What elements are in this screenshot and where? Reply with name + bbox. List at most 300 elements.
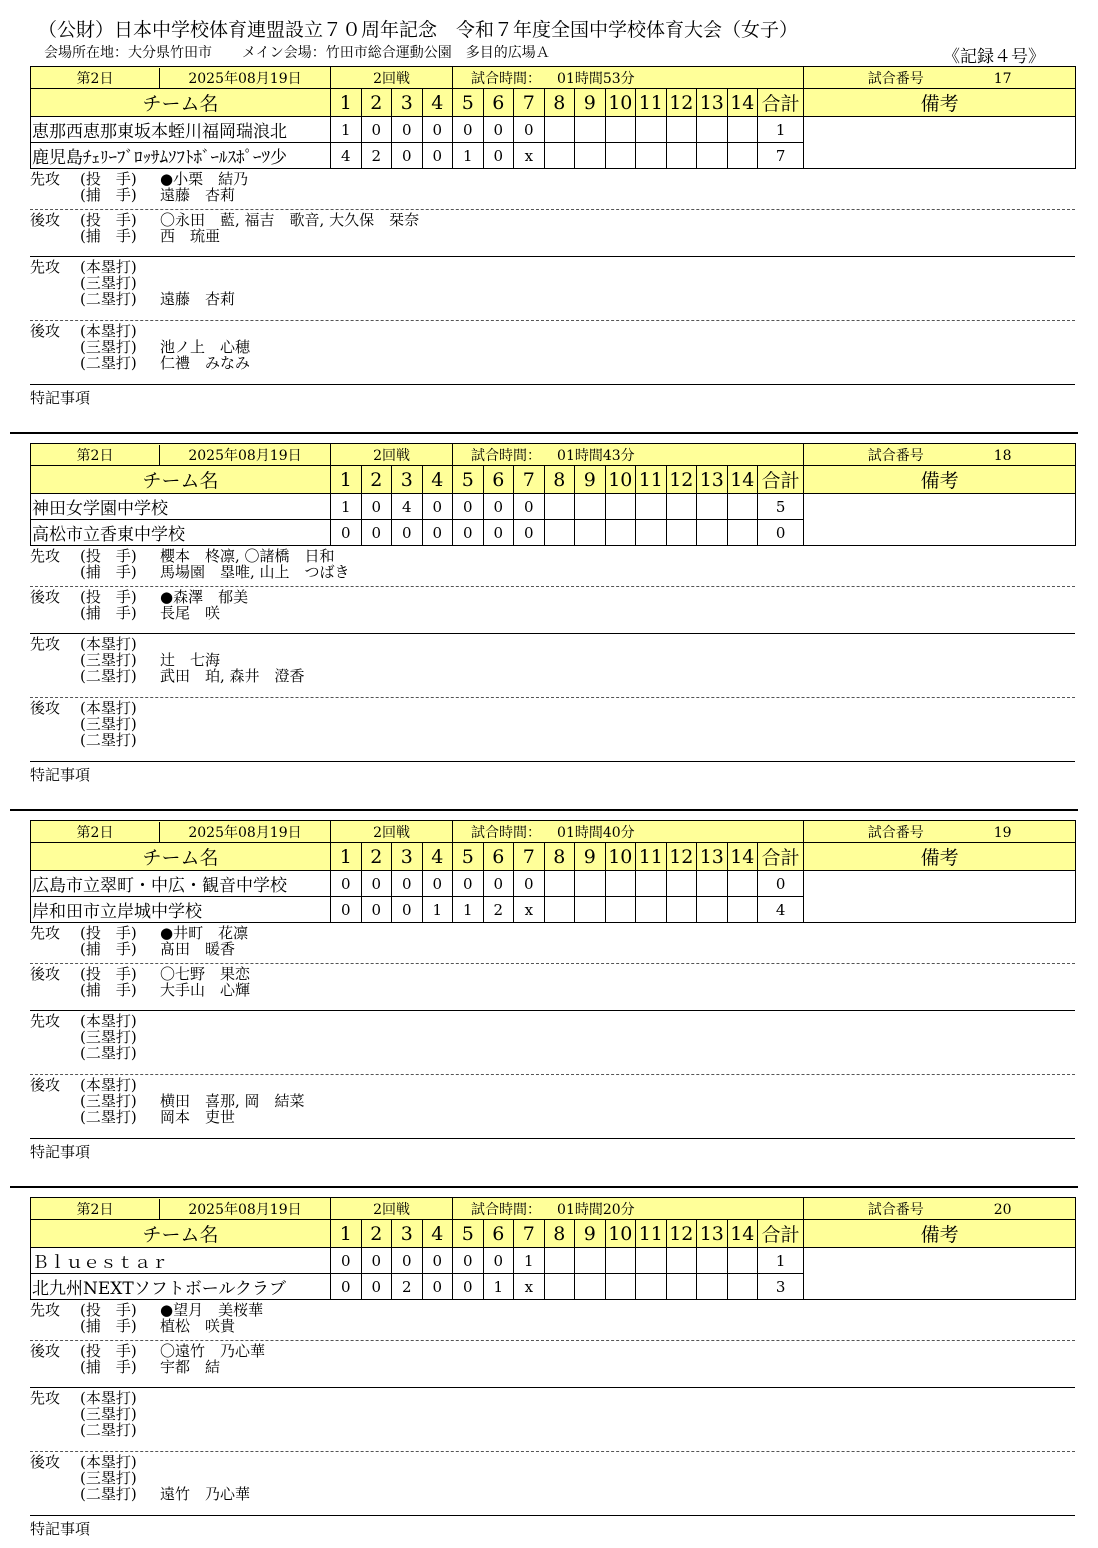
inning-header: 1: [331, 89, 362, 117]
game-day: 第2日: [31, 68, 160, 88]
inning-score: [666, 143, 697, 169]
role-label: (投 手): [80, 211, 137, 229]
inning-score: [697, 1248, 728, 1274]
inning-header: 7: [514, 89, 545, 117]
inning-header: 8: [544, 843, 575, 871]
role-label: (二塁打): [80, 354, 137, 372]
inning-header: 4: [422, 466, 453, 494]
inning-score: 1: [331, 117, 362, 143]
inning-score: [575, 117, 606, 143]
role-label: (二塁打): [80, 1421, 137, 1439]
team-name: 北九州NEXTソフトボールクラブ: [31, 1274, 331, 1300]
inning-score: [544, 520, 575, 546]
player-names: ●小栗 結乃: [160, 170, 249, 188]
special-notes: [30, 384, 1075, 407]
detail-block: [30, 1074, 1075, 1138]
player-names: ●森澤 郁美: [160, 588, 249, 606]
section-divider: [10, 432, 1078, 434]
game-record: [30, 66, 1075, 407]
inning-score: 0: [331, 520, 362, 546]
batting-order-label: 先攻: [30, 170, 61, 188]
player-names: 長尾 咲: [160, 604, 221, 622]
player-names: 宇都 結: [160, 1358, 221, 1376]
inning-score: [636, 871, 667, 897]
team-name-header: チーム名: [31, 1220, 331, 1248]
inning-score: 0: [514, 117, 545, 143]
inning-header: 9: [575, 466, 606, 494]
inning-score: [727, 117, 758, 143]
detail-block: [30, 546, 1075, 586]
inning-score: [544, 1248, 575, 1274]
special-notes-label: 特記事項: [30, 389, 91, 407]
inning-header: 10: [605, 466, 636, 494]
inning-header: 11: [636, 466, 667, 494]
inning-score: 0: [422, 143, 453, 169]
team-row: [31, 494, 1076, 520]
inning-score: [544, 871, 575, 897]
game-day: 第2日: [31, 822, 160, 842]
role-label: (三塁打): [80, 1028, 137, 1046]
inning-header: 12: [666, 1220, 697, 1248]
inning-score: 0: [422, 117, 453, 143]
inning-score: 0: [392, 897, 423, 923]
scoreboard-header-row: [31, 89, 1076, 117]
inning-score: [727, 1248, 758, 1274]
inning-header: 13: [697, 89, 728, 117]
inning-score: 0: [483, 494, 514, 520]
player-names: 髙田 暖香: [160, 940, 236, 958]
total-header: 合計: [758, 1220, 804, 1248]
batting-order-label: 後攻: [30, 1453, 61, 1471]
player-names: 遠竹 乃心華: [160, 1485, 251, 1503]
inning-score: 1: [514, 1248, 545, 1274]
special-notes: [30, 1138, 1075, 1161]
inning-header: 9: [575, 1220, 606, 1248]
game-number: 17: [993, 70, 1012, 87]
inning-score: 0: [361, 494, 392, 520]
inning-score: 0: [483, 520, 514, 546]
inning-score: [605, 117, 636, 143]
inning-header: 8: [544, 89, 575, 117]
detail-block: [30, 586, 1075, 633]
inning-header: 2: [361, 466, 392, 494]
inning-score: [605, 494, 636, 520]
inning-score: 0: [331, 897, 362, 923]
player-names: 横田 喜那, 岡 結菜: [160, 1092, 305, 1110]
inning-score: 0: [483, 871, 514, 897]
remarks-header: 備考: [804, 89, 1076, 117]
inning-score: [727, 1274, 758, 1300]
inning-header: 7: [514, 466, 545, 494]
batting-order-label: 後攻: [30, 1076, 61, 1094]
batting-order-label: 後攻: [30, 965, 61, 983]
inning-header: 1: [331, 843, 362, 871]
inning-score: [575, 1274, 606, 1300]
inning-score: [666, 117, 697, 143]
inning-score: [636, 1274, 667, 1300]
inning-score: x: [514, 1274, 545, 1300]
detail-block: [30, 169, 1075, 209]
player-names: 辻 七海: [160, 651, 221, 669]
inning-score: 1: [483, 1274, 514, 1300]
inning-score: 2: [392, 1274, 423, 1300]
inning-score: 0: [453, 1248, 484, 1274]
document-header: [30, 18, 1075, 67]
inning-header: 2: [361, 1220, 392, 1248]
inning-score: [636, 1248, 667, 1274]
inning-score: 0: [453, 494, 484, 520]
inning-score: [544, 897, 575, 923]
inning-score: [575, 871, 606, 897]
inning-score: [544, 1274, 575, 1300]
inning-score: [605, 143, 636, 169]
inning-header: 4: [422, 89, 453, 117]
game-time: 01時間20分: [557, 1201, 635, 1218]
inning-score: 1: [453, 143, 484, 169]
special-notes: [30, 1515, 1075, 1538]
team-row: [31, 117, 1076, 143]
team-name-header: チーム名: [31, 89, 331, 117]
team-total: 0: [758, 871, 804, 897]
player-names: 武田 珀, 森井 澄香: [160, 667, 305, 685]
scoreboard-table: [30, 1197, 1076, 1300]
team-total: 0: [758, 520, 804, 546]
role-label: (三塁打): [80, 1469, 137, 1487]
inning-score: 0: [392, 871, 423, 897]
role-label: (二塁打): [80, 1044, 137, 1062]
inning-header: 4: [422, 843, 453, 871]
player-names: 大手山 心輝: [160, 981, 251, 999]
remarks-cell: [804, 494, 1076, 546]
role-label: (本塁打): [80, 699, 137, 717]
game-info-row: [31, 444, 1076, 466]
team-total: 1: [758, 117, 804, 143]
inning-score: [605, 1274, 636, 1300]
inning-score: [727, 494, 758, 520]
game-number: 20: [993, 1201, 1012, 1218]
role-label: (捕 手): [80, 563, 137, 581]
role-label: (二塁打): [80, 1485, 137, 1503]
batting-order-label: 先攻: [30, 1389, 61, 1407]
remarks-header: 備考: [804, 843, 1076, 871]
total-header: 合計: [758, 466, 804, 494]
inning-score: [666, 1274, 697, 1300]
game-number: 18: [993, 447, 1012, 464]
batting-order-label: 後攻: [30, 699, 61, 717]
inning-header: 7: [514, 1220, 545, 1248]
game-details: [30, 169, 1075, 407]
game-info-row: [31, 821, 1076, 843]
inning-header: 5: [453, 466, 484, 494]
inning-score: 1: [331, 494, 362, 520]
game-time-label: 試合時間：: [471, 824, 542, 841]
inning-score: [605, 871, 636, 897]
inning-header: 3: [392, 843, 423, 871]
inning-score: [575, 1248, 606, 1274]
batting-order-label: 先攻: [30, 1301, 61, 1319]
player-names: 西 琉亜: [160, 227, 221, 245]
section-divider: [10, 809, 1078, 811]
team-name: 神田女学園中学校: [31, 494, 331, 520]
player-names: 遠藤 杏莉: [160, 186, 236, 204]
batting-order-label: 後攻: [30, 1342, 61, 1360]
player-names: 〇遠竹 乃心華: [160, 1342, 266, 1360]
batting-order-label: 先攻: [30, 635, 61, 653]
inning-score: 0: [483, 143, 514, 169]
player-names: 〇永田 藍, 福吉 歌音, 大久保 栞奈: [160, 211, 420, 229]
inning-score: 1: [453, 897, 484, 923]
team-row: [31, 871, 1076, 897]
inning-score: [727, 871, 758, 897]
inning-score: [636, 494, 667, 520]
game-details: [30, 923, 1075, 1161]
game-date: 2025年08月19日: [188, 1201, 302, 1218]
team-name: 広島市立翠町・中広・観音中学校: [31, 871, 331, 897]
game-time-label: 試合時間：: [471, 70, 542, 87]
inning-score: 0: [361, 897, 392, 923]
inning-header: 12: [666, 89, 697, 117]
inning-score: 0: [453, 871, 484, 897]
game-number-label: 試合番号: [867, 1201, 924, 1218]
inning-score: 0: [453, 1274, 484, 1300]
section-divider: [10, 1186, 1078, 1188]
inning-score: 0: [331, 871, 362, 897]
inning-score: 0: [361, 1274, 392, 1300]
role-label: (三塁打): [80, 274, 137, 292]
inning-score: [727, 143, 758, 169]
inning-score: [544, 143, 575, 169]
inning-score: [605, 1248, 636, 1274]
player-names: ●望月 美桜華: [160, 1301, 264, 1319]
detail-block: [30, 320, 1075, 384]
inning-score: 1: [422, 897, 453, 923]
inning-score: 0: [453, 117, 484, 143]
game-number: 19: [993, 824, 1012, 841]
role-label: (投 手): [80, 1342, 137, 1360]
inning-score: 0: [514, 520, 545, 546]
role-label: (投 手): [80, 965, 137, 983]
role-label: (捕 手): [80, 940, 137, 958]
inning-score: [697, 117, 728, 143]
role-label: (三塁打): [80, 715, 137, 733]
inning-score: 0: [361, 1248, 392, 1274]
game-round: 2回戦: [331, 821, 453, 843]
special-notes-label: 特記事項: [30, 1143, 91, 1161]
main-venue-text: メイン会場：竹田市総合運動公園 多目的広場Ａ: [242, 45, 550, 61]
venue-info: [44, 44, 550, 62]
role-label: (捕 手): [80, 1358, 137, 1376]
role-label: (投 手): [80, 170, 137, 188]
team-name: Ｂｌｕｅｓｔａｒ: [31, 1248, 331, 1274]
inning-score: [666, 1248, 697, 1274]
inning-header: 5: [453, 1220, 484, 1248]
inning-header: 2: [361, 843, 392, 871]
detail-block: [30, 697, 1075, 761]
game-day: 第2日: [31, 1199, 160, 1219]
team-row: [31, 1248, 1076, 1274]
role-label: (捕 手): [80, 186, 137, 204]
inning-score: [575, 520, 606, 546]
remarks-header: 備考: [804, 1220, 1076, 1248]
inning-score: [636, 117, 667, 143]
detail-block: [30, 256, 1075, 320]
total-header: 合計: [758, 89, 804, 117]
record-number: 《記録４号》: [943, 47, 1045, 67]
inning-header: 11: [636, 1220, 667, 1248]
game-round: 2回戦: [331, 444, 453, 466]
remarks-header: 備考: [804, 466, 1076, 494]
inning-header: 3: [392, 1220, 423, 1248]
detail-block: [30, 633, 1075, 697]
remarks-cell: [804, 1248, 1076, 1300]
inning-score: [544, 117, 575, 143]
inning-score: 0: [453, 520, 484, 546]
game-date: 2025年08月19日: [188, 70, 302, 87]
role-label: (本塁打): [80, 635, 137, 653]
inning-header: 4: [422, 1220, 453, 1248]
role-label: (二塁打): [80, 290, 137, 308]
inning-score: [697, 1274, 728, 1300]
team-total: 7: [758, 143, 804, 169]
role-label: (捕 手): [80, 227, 137, 245]
inning-score: [697, 143, 728, 169]
role-label: (二塁打): [80, 1108, 137, 1126]
game-date: 2025年08月19日: [188, 824, 302, 841]
team-total: 4: [758, 897, 804, 923]
location-text: 会場所在地：大分県竹田市: [44, 45, 212, 61]
role-label: (投 手): [80, 924, 137, 942]
inning-header: 9: [575, 89, 606, 117]
team-name: 高松市立香東中学校: [31, 520, 331, 546]
inning-score: [666, 520, 697, 546]
game-record: [30, 820, 1075, 1161]
inning-score: [636, 897, 667, 923]
scoreboard-table: [30, 820, 1076, 923]
player-names: 馬場園 塁唯, 山上 つばき: [160, 563, 350, 581]
game-number-label: 試合番号: [867, 447, 924, 464]
inning-header: 8: [544, 466, 575, 494]
inning-score: 0: [422, 1274, 453, 1300]
inning-score: [666, 871, 697, 897]
player-names: 遠藤 杏莉: [160, 290, 236, 308]
role-label: (投 手): [80, 1301, 137, 1319]
detail-block: [30, 1010, 1075, 1074]
inning-score: 0: [514, 871, 545, 897]
inning-score: [666, 897, 697, 923]
inning-header: 6: [483, 1220, 514, 1248]
game-time-label: 試合時間：: [471, 1201, 542, 1218]
inning-header: 13: [697, 466, 728, 494]
role-label: (投 手): [80, 588, 137, 606]
game-day: 第2日: [31, 445, 160, 465]
team-total: 3: [758, 1274, 804, 1300]
inning-score: 0: [483, 1248, 514, 1274]
inning-header: 3: [392, 89, 423, 117]
inning-score: 4: [392, 494, 423, 520]
role-label: (二塁打): [80, 667, 137, 685]
inning-score: 0: [392, 117, 423, 143]
inning-header: 6: [483, 466, 514, 494]
inning-header: 1: [331, 1220, 362, 1248]
inning-score: 0: [422, 494, 453, 520]
role-label: (本塁打): [80, 1076, 137, 1094]
inning-header: 14: [727, 843, 758, 871]
inning-score: 2: [483, 897, 514, 923]
inning-score: [544, 494, 575, 520]
role-label: (投 手): [80, 547, 137, 565]
detail-block: [30, 1300, 1075, 1340]
inning-score: [575, 143, 606, 169]
inning-score: [575, 494, 606, 520]
total-header: 合計: [758, 843, 804, 871]
scoreboard-header-row: [31, 843, 1076, 871]
inning-score: 0: [483, 117, 514, 143]
game-number-label: 試合番号: [867, 824, 924, 841]
inning-header: 14: [727, 1220, 758, 1248]
inning-header: 1: [331, 466, 362, 494]
inning-score: [605, 897, 636, 923]
inning-header: 5: [453, 89, 484, 117]
inning-header: 7: [514, 843, 545, 871]
inning-header: 10: [605, 1220, 636, 1248]
inning-header: 10: [605, 89, 636, 117]
detail-block: [30, 1340, 1075, 1387]
game-details: [30, 1300, 1075, 1538]
team-total: 1: [758, 1248, 804, 1274]
player-names: 池ノ上 心穂: [160, 338, 251, 356]
scoreboard-table: [30, 443, 1076, 546]
detail-block: [30, 1387, 1075, 1451]
team-name: 岸和田市立岸城中学校: [31, 897, 331, 923]
document-title: （公財）日本中学校体育連盟設立７０周年記念 令和７年度全国中学校体育大会（女子）: [38, 19, 799, 41]
role-label: (本塁打): [80, 322, 137, 340]
inning-header: 9: [575, 843, 606, 871]
inning-score: x: [514, 143, 545, 169]
game-record: [30, 1197, 1075, 1538]
game-number-label: 試合番号: [867, 70, 924, 87]
inning-header: 14: [727, 89, 758, 117]
batting-order-label: 後攻: [30, 588, 61, 606]
batting-order-label: 先攻: [30, 547, 61, 565]
inning-score: 0: [422, 871, 453, 897]
inning-score: 0: [331, 1248, 362, 1274]
batting-order-label: 後攻: [30, 322, 61, 340]
role-label: (捕 手): [80, 1317, 137, 1335]
game-round: 2回戦: [331, 67, 453, 89]
inning-score: [727, 897, 758, 923]
inning-score: [727, 520, 758, 546]
inning-score: [666, 494, 697, 520]
inning-score: [575, 897, 606, 923]
scoreboard-header-row: [31, 1220, 1076, 1248]
special-notes-label: 特記事項: [30, 766, 91, 784]
inning-score: 0: [392, 520, 423, 546]
inning-score: 0: [361, 117, 392, 143]
inning-header: 13: [697, 1220, 728, 1248]
role-label: (本塁打): [80, 1012, 137, 1030]
inning-header: 14: [727, 466, 758, 494]
inning-header: 2: [361, 89, 392, 117]
scoreboard-table: [30, 66, 1076, 169]
game-time-label: 試合時間：: [471, 447, 542, 464]
team-name: 恵那西恵那東坂本蛭川福岡瑞浪北: [31, 117, 331, 143]
role-label: (三塁打): [80, 1092, 137, 1110]
batting-order-label: 後攻: [30, 211, 61, 229]
inning-score: 0: [361, 871, 392, 897]
player-names: ●井町 花凛: [160, 924, 249, 942]
player-names: 仁禮 みなみ: [160, 354, 251, 372]
role-label: (三塁打): [80, 651, 137, 669]
